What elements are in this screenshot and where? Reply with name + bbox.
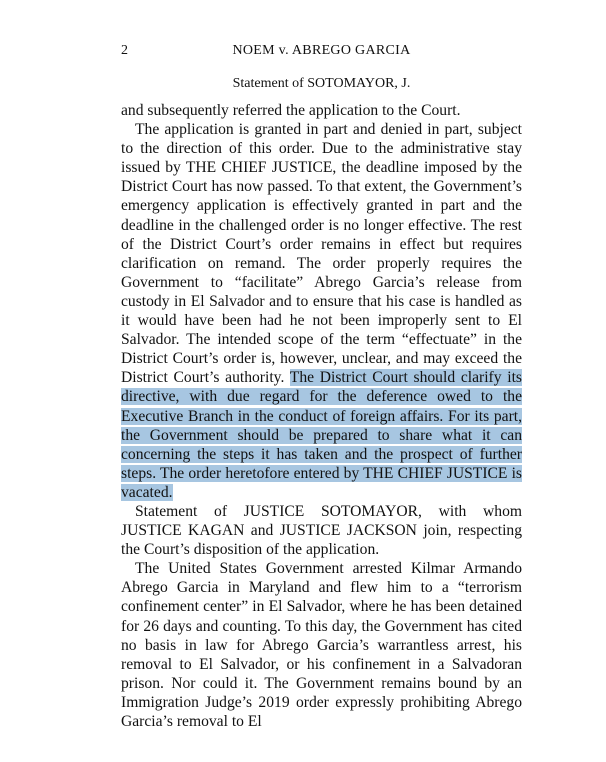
document-body [121,101,522,731]
highlighted-selection[interactable]: The District Court should clarify its directive, with due regard for the deference owed to the Executive Branch in the conduct of foreign affairs. For its part, the Government should be prepared to share what it can concerning the steps it has taken and the prospect of further steps. The order heretofore entered by THE CHIEF JUSTICE is vacated. [121,369,522,501]
paragraph-statement-intro: Statement of JUSTICE SOTOMAYOR, with whom JUSTICE KAGAN and JUSTICE JACKSON join, respecting the Court’s disposition of the application. [121,502,522,559]
running-header [121,43,522,63]
paragraph-continuation: and subsequently referred the application to the Court. [121,102,461,119]
page-number: 2 [121,43,128,58]
statement-label: Statement of SOTOMAYOR, J. [232,76,411,91]
case-title: NOEM v. ABREGO GARCIA [232,43,411,58]
paragraph-order[interactable] [121,120,522,502]
order-text: The application is granted in part and denied in part, subject to the direction of this order. Due to the administrative stay issued by THE CHIEF JUSTICE, the deadline imposed by the District Court has now passed. To that extent, the Government’s emergency application is effectively granted in part and the deadline in the challenged order is no longer effective. The rest of the District Court’s order remains in effect but requires clarification on remand. The order properly requires the Government to “facilitate” Abrego Garcia’s release from custody in El Salvador and to ensure that his case is handled as it would have been had he not been improperly sent to El Salvador. The intended scope of the term “effectuate” in the District Court’s order is, however, unclear, and may exceed the District Court’s authority. [121,121,522,387]
paragraph-statement-body: The United States Government arrested Kilmar Armando Abrego Garcia in Maryland and flew him to a “terrorism confinement center” in El Salvador, where he has been detained for 26 days and counting. To this day, the Government has cited no basis in law for Abrego Garcia’s warrantless arrest, his removal to El Salvador, or his confinement in a Salvadoran prison. Nor could it. The Government remains bound by an Immigration Judge’s 2019 order expressly prohibiting Abrego Garcia’s removal to El [121,560,522,730]
